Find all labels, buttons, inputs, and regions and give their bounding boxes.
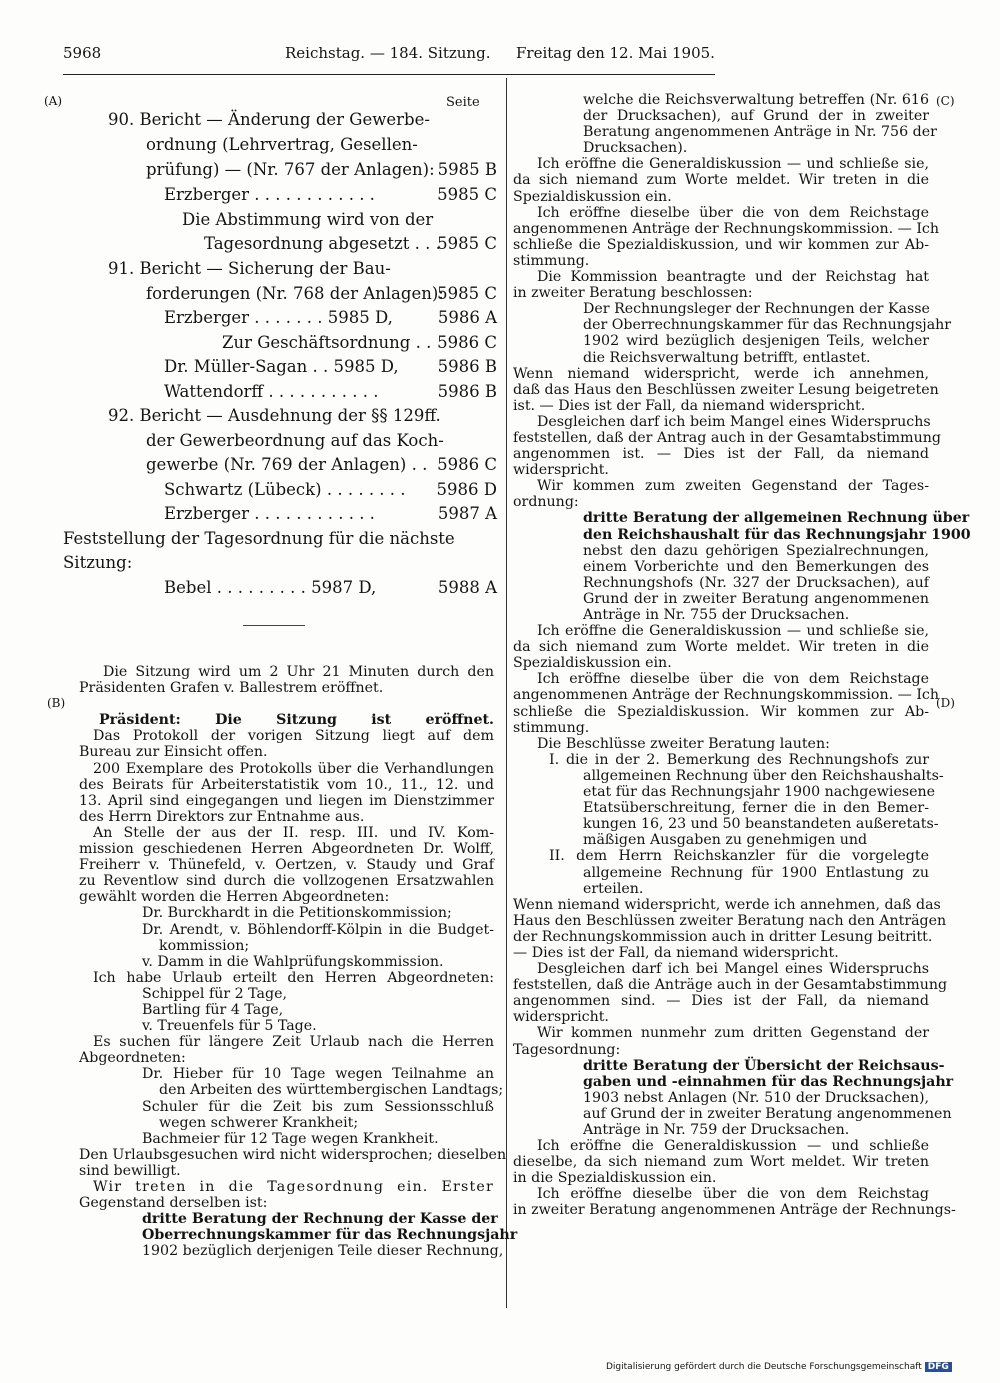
text-line: schließe die Spezialdiskussion, und wir kommen zur Ab- — [513, 236, 929, 253]
text-line: widerspricht. — [513, 1009, 609, 1026]
text-line: Bartling für 4 Tage, — [142, 1001, 284, 1018]
toc-page-ref: 5985 C — [437, 185, 497, 204]
text-line: angenommenen Anträge der Rechnungskommission. — Ich — [513, 220, 940, 237]
text-line: dritte Beratung der allgemeinen Rechnung über — [583, 510, 970, 527]
toc-page-ref: 5988 A — [437, 578, 497, 597]
text-line: angenommenen Anträge der Rechnungskommission. — Ich — [513, 687, 940, 704]
text-line: Grund der in zweiter Beratung angenommenen — [583, 590, 929, 607]
text-line: 13. April sind eingegangen und liegen im Dienstzimmer — [79, 792, 494, 809]
toc-entry: Bebel . . . . . . . . . 5987 D, — [164, 578, 377, 597]
text-line: Rechnungshofs (Nr. 327 der Drucksachen), auf — [583, 574, 929, 591]
text-line: angenommen ist. — Dies ist der Fall, da niemand — [513, 446, 929, 463]
footer-text: Digitalisierung gefördert durch die Deutsche Forschungsgemeinschaft — [606, 1362, 922, 1372]
text-line: Schuler für die Zeit bis zum Sessionsschluß — [142, 1098, 494, 1115]
text-line: Die Kommission beantragte und der Reichstag hat — [537, 269, 929, 286]
text-line: Wir treten in die Tagesordnung ein. Erster — [93, 1179, 494, 1195]
text-line: v. Damm in die Wahlprüfungskommission. — [142, 953, 444, 970]
text-line: sind bewilligt. — [79, 1162, 181, 1179]
toc-entry: Die Abstimmung wird von der — [182, 210, 434, 229]
text-line: An Stelle der aus der II. resp. III. und IV. Kom- — [93, 824, 494, 841]
text-line: dritte Beratung der Übersicht der Reichsaus- — [583, 1057, 945, 1074]
text-line: Drucksachen). — [583, 140, 688, 157]
text-line: Wir kommen nunmehr zum dritten Gegenstand der — [537, 1025, 929, 1042]
right-column-text — [513, 92, 971, 1219]
text-line: der Rechnungskommission auch in dritter Lesung beitritt. — [513, 928, 933, 945]
text-line: zu Reventlow sind durch die vollzogenen Ersatzwahlen — [79, 873, 494, 890]
text-line: in die Spezialdiskussion ein. — [513, 1170, 717, 1187]
text-line: Präsident: Die Sitzung ist eröffnet. — [99, 712, 494, 729]
text-line: Desgleichen darf ich beim Mangel eines Widerspruchs — [537, 413, 931, 430]
text-line: Den Urlaubsgesuchen wird nicht widersprochen; dieselben — [79, 1146, 507, 1163]
text-line: 200 Exemplare des Protokolls über die Verhandlungen — [93, 760, 494, 777]
text-line: Ich eröffne die Generaldiskussion — und schließe sie, — [537, 156, 929, 173]
toc-entry: Erzberger . . . . . . . 5985 D, — [164, 308, 393, 327]
text-line — [79, 696, 494, 712]
text-line: der Oberrechnungskammer für das Rechnungsjahr — [583, 317, 952, 334]
toc-entry: Erzberger . . . . . . . . . . . . — [164, 185, 375, 204]
text-line: Anträge in Nr. 755 der Drucksachen. — [583, 607, 850, 623]
text-line: des Herrn Direktors zur Entnahme aus. — [79, 808, 365, 825]
toc-entry: Sitzung: — [63, 553, 133, 572]
toc-entry: der Gewerbeordnung auf das Koch- — [146, 431, 444, 450]
header-rule — [63, 74, 715, 75]
text-line: allgemeinen Rechnung über den Reichshaushalts- — [583, 767, 944, 784]
toc-entry: Dr. Müller-Sagan . . 5985 D, — [164, 357, 399, 376]
toc-entry: 92. Bericht — Ausdehnung der §§ 129ff. — [108, 406, 441, 425]
text-line: Wenn niemand widerspricht, werde ich annehmen, — [513, 365, 929, 382]
toc-page-heading: Seite — [446, 95, 480, 110]
text-line: Ich habe Urlaub erteilt den Herren Abgeordneten: — [93, 969, 494, 986]
text-line: da sich niemand zum Worte meldet. Wir treten in die — [513, 172, 929, 189]
toc-entry: gewerbe (Nr. 769 der Anlagen) . . — [146, 455, 428, 474]
margin-mark-c: (C) — [936, 94, 955, 108]
text-line: Wenn niemand widerspricht, werde ich annehmen, daß das — [513, 896, 941, 913]
text-line: stimmung. — [513, 252, 590, 269]
text-line: Ich eröffne dieselbe über die von dem Reichstage — [537, 204, 929, 221]
text-line: den Reichshaushalt für das Rechnungsjahr 1900 — [583, 526, 971, 543]
text-line: Dr. Arendt, v. Böhlendorff-Kölpin in die Budget- — [142, 921, 494, 938]
text-line: Spezialdiskussion ein. — [513, 188, 672, 205]
toc-page-ref: 5986 C — [437, 333, 497, 352]
text-line: Ich eröffne die Generaldiskussion — und schließe sie, — [537, 623, 929, 640]
margin-mark-d: (D) — [936, 696, 955, 710]
session-date: Freitag den 12. Mai 1905. — [516, 44, 715, 62]
text-line: einem Vorberichte und den Bemerkungen des — [583, 558, 929, 575]
text-line: wegen schwerer Krankheit; — [159, 1114, 359, 1131]
text-line: Tagesordnung: — [513, 1041, 621, 1058]
text-line: stimmung. — [513, 719, 590, 736]
toc-entry: 90. Bericht — Änderung der Gewerbe- — [108, 110, 430, 129]
column-divider — [506, 78, 507, 1308]
toc-entry: Schwartz (Lübeck) . . . . . . . . — [164, 480, 406, 499]
text-line: gewählt worden die Herren Abgeordneten: — [79, 889, 390, 906]
footer-credit — [606, 1362, 952, 1372]
text-line: in zweiter Beratung beschlossen: — [513, 285, 753, 302]
toc-page-ref: 5985 C — [437, 284, 497, 303]
text-line: dritte Beratung der Rechnung der Kasse der — [142, 1211, 498, 1228]
toc-entry: ordnung (Lehrvertrag, Gesellen- — [146, 135, 418, 154]
text-line: kungen 16, 23 und 50 beanstandeten außeretats- — [583, 816, 939, 833]
toc-page-ref: 5986 B — [437, 357, 497, 376]
toc-page-ref: 5985 B — [437, 160, 497, 179]
text-line: Die Sitzung wird um 2 Uhr 21 Minuten durch den — [103, 664, 494, 680]
text-line: Die Beschlüsse zweiter Beratung lauten: — [537, 735, 830, 752]
toc-entry: prüfung) — (Nr. 767 der Anlagen): — [146, 160, 435, 179]
toc-entry: forderungen (Nr. 768 der Anlagen): — [146, 284, 444, 303]
text-line: nebst den dazu gehörigen Spezialrechnungen, — [583, 542, 929, 559]
text-line: — Dies ist der Fall, da niemand widerspricht. — [513, 944, 839, 961]
text-line: Das Protokoll der vorigen Sitzung liegt auf dem — [93, 728, 494, 745]
toc-page-ref: 5986 A — [437, 308, 497, 327]
text-line: da sich niemand zum Worte meldet. Wir treten in die — [513, 639, 929, 656]
text-line: Freiherr v. Thünefeld, v. Oertzen, v. Staudy und Graf — [79, 857, 494, 874]
text-line: II. dem Herrn Reichskanzler für die vorgelegte — [549, 848, 929, 865]
text-line: Etatsüberschreitung, ferner die in den Bemer- — [583, 800, 929, 817]
page-header — [63, 44, 715, 68]
text-line: Wir kommen zum zweiten Gegenstand der Tages- — [537, 478, 929, 495]
text-line: Ich eröffne die Generaldiskussion — und schließe — [537, 1138, 929, 1155]
text-line: I. die in der 2. Bemerkung des Rechnungshofs zur — [549, 751, 929, 768]
text-line: des Beirats für Arbeiterstatistik vom 10., 11., 12. und — [79, 776, 494, 793]
text-line: mäßigen Ausgaben zu genehmigen und — [583, 832, 868, 849]
dfg-logo: DFG — [925, 1362, 952, 1372]
toc-entry: Erzberger . . . . . . . . . . . . — [164, 504, 375, 523]
text-line: Schippel für 2 Tage, — [142, 985, 287, 1002]
text-line: schließe die Spezialdiskussion. Wir kommen zur Ab- — [513, 703, 929, 720]
text-line: dieselbe, da sich niemand zum Wort meldet. Wir treten — [513, 1154, 929, 1171]
text-line: in zweiter Beratung angenommenen Anträge der Rechnungs- — [513, 1202, 956, 1219]
text-line: Ich eröffne dieselbe über die von dem Reichstage — [537, 671, 929, 688]
text-line: allgemeine Rechnung für 1900 Entlastung zu — [583, 864, 929, 881]
text-line: welche die Reichsverwaltung betreffen (Nr. 616 — [583, 92, 929, 108]
text-line: daß das Haus den Beschlüssen zweiter Lesung beigetreten — [513, 381, 939, 398]
toc-entry: Wattendorff . . . . . . . . . . . — [164, 382, 379, 401]
margin-mark-b: (B) — [47, 696, 66, 710]
text-line: kommission; — [159, 937, 250, 954]
text-line: erteilen. — [583, 880, 644, 897]
text-line: Desgleichen darf ich bei Mangel eines Widerspruchs — [537, 961, 929, 978]
text-line: 1902 bezüglich derjenigen Teile dieser Rechnung, — [142, 1243, 504, 1260]
margin-mark-a: (A) — [44, 94, 63, 108]
text-line: widerspricht. — [513, 462, 609, 479]
text-line: Oberrechnungskammer für das Rechnungsjahr — [142, 1227, 518, 1244]
text-line: ordnung: — [513, 494, 579, 511]
toc-entry: Feststellung der Tagesordnung für die nächste — [63, 529, 455, 548]
text-line: Dr. Burckhardt in die Petitionskommission; — [142, 905, 452, 922]
text-line: v. Treuenfels für 5 Tage. — [142, 1018, 317, 1035]
text-line: die Reichsverwaltung betrifft, entlastet. — [583, 349, 871, 366]
text-line: gaben und -einnahmen für das Rechnungsjahr — [583, 1073, 954, 1090]
left-column-text — [79, 664, 518, 1260]
toc-entry: Zur Geschäftsordnung . . — [222, 333, 432, 352]
text-line: Haus den Beschlüssen zweiter Beratung nach den Anträgen — [513, 912, 947, 929]
text-line: angenommen sind. — Dies ist der Fall, da niemand — [513, 993, 929, 1010]
text-line: Präsidenten Grafen v. Ballestrem eröffnet. — [79, 680, 384, 697]
page-number: 5968 — [63, 44, 102, 62]
toc-entry: 91. Bericht — Sicherung der Bau- — [108, 259, 391, 278]
section-separator — [243, 625, 305, 626]
toc-page-ref: 5986 D — [436, 480, 497, 499]
toc-page-ref: 5986 B — [437, 382, 497, 401]
text-line: ist. — Dies ist der Fall, da niemand widerspricht. — [513, 397, 866, 414]
text-line: Spezialdiskussion ein. — [513, 655, 672, 672]
toc-page-ref: 5985 C — [437, 234, 497, 253]
toc-page-ref: 5987 A — [437, 504, 497, 523]
text-line: etat für das Rechnungsjahr 1900 nachgewiesene — [583, 784, 936, 801]
text-line: 1902 wird bezüglich desjenigen Teils, welcher — [583, 333, 929, 350]
text-line: Dr. Hieber für 10 Tage wegen Teilnahme an — [142, 1066, 494, 1083]
text-line: feststellen, daß die Anträge auch in der Gesamtabstimmung — [513, 977, 948, 994]
text-line: Ich eröffne dieselbe über die von dem Reichstag — [537, 1186, 929, 1203]
text-line: der Drucksachen), auf Grund der in zweiter — [583, 108, 929, 125]
text-line: Es suchen für längere Zeit Urlaub nach die Herren — [93, 1034, 494, 1051]
text-line: Der Rechnungsleger der Rechnungen der Kasse — [583, 301, 930, 318]
text-line: Anträge in Nr. 759 der Drucksachen. — [583, 1122, 850, 1138]
text-line: Beratung angenommenen Anträge in Nr. 756 der — [583, 124, 937, 141]
toc-entry: Tagesordnung abgesetzt . . . — [204, 234, 441, 253]
text-line: den Arbeiten des württembergischen Landtags; — [159, 1082, 504, 1099]
text-line: Bureau zur Einsicht offen. — [79, 744, 268, 761]
running-title: Reichstag. — 184. Sitzung. — [285, 44, 491, 62]
text-line: feststellen, daß der Antrag auch in der Gesamtabstimmung — [513, 429, 941, 446]
text-line: 1903 nebst Anlagen (Nr. 510 der Drucksachen), — [583, 1089, 929, 1106]
toc-page-ref: 5986 C — [437, 455, 497, 474]
text-line: Bachmeier für 12 Tage wegen Krankheit. — [142, 1130, 439, 1147]
text-line: Abgeordneten: — [79, 1050, 186, 1067]
text-line: mission geschiedenen Herren Abgeordneten Dr. Wolff, — [79, 841, 494, 858]
text-line: auf Grund der in zweiter Beratung angenommenen — [583, 1105, 952, 1122]
text-line: Gegenstand derselben ist: — [79, 1195, 268, 1212]
